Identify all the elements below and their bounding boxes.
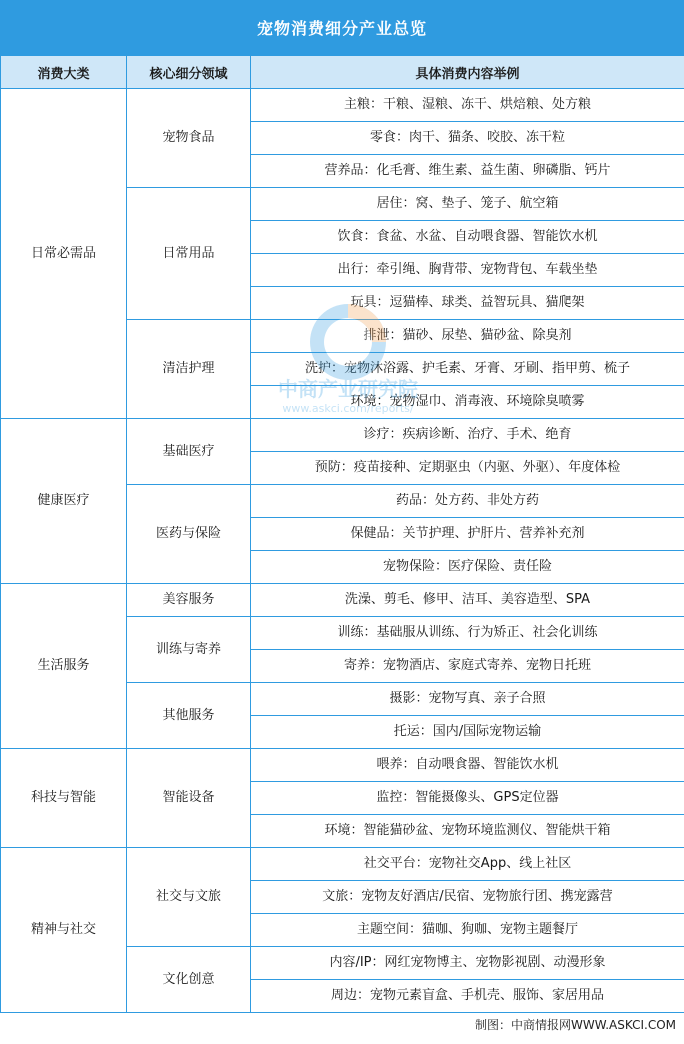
category-cell: 科技与智能: [1, 749, 127, 848]
subfield-cell: 智能设备: [127, 749, 251, 848]
example-cell: 环境：宠物湿巾、消毒液、环境除臭喷雾: [251, 386, 684, 419]
header-examples: 具体消费内容举例: [251, 56, 684, 89]
subfield-cell: 清洁护理: [127, 320, 251, 419]
table-row: [1, 848, 684, 881]
category-cell: 精神与社交: [1, 848, 127, 1013]
example-cell: 摄影：宠物写真、亲子合照: [251, 683, 684, 716]
example-cell: 环境：智能猫砂盆、宠物环境监测仪、智能烘干箱: [251, 815, 684, 848]
industry-overview-table: [0, 55, 684, 1013]
footer-credit: 制图：中商情报网WWW.ASKCI.COM: [475, 1018, 676, 1032]
subfield-cell: 美容服务: [127, 584, 251, 617]
example-cell: 喂养：自动喂食器、智能饮水机: [251, 749, 684, 782]
table-row: [1, 89, 684, 122]
example-cell: 托运：国内/国际宠物运输: [251, 716, 684, 749]
table-body: [1, 89, 684, 1013]
example-cell: 排泄：猫砂、尿垫、猫砂盆、除臭剂: [251, 320, 684, 353]
subfield-cell: 基础医疗: [127, 419, 251, 485]
category-cell: 日常必需品: [1, 89, 127, 419]
example-cell: 社交平台：宠物社交App、线上社区: [251, 848, 684, 881]
example-cell: 保健品：关节护理、护肝片、营养补充剂: [251, 518, 684, 551]
category-cell: 生活服务: [1, 584, 127, 749]
example-cell: 宠物保险：医疗保险、责任险: [251, 551, 684, 584]
watermark-brand: 中商产业研究院: [278, 377, 418, 401]
example-cell: 主题空间：猫咖、狗咖、宠物主题餐厅: [251, 914, 684, 947]
example-cell: 营养品：化毛膏、维生素、益生菌、卵磷脂、钙片: [251, 155, 684, 188]
example-cell: 预防：疫苗接种、定期驱虫（内驱、外驱）、年度体检: [251, 452, 684, 485]
subfield-cell: 其他服务: [127, 683, 251, 749]
category-cell: 健康医疗: [1, 419, 127, 584]
example-cell: 诊疗：疾病诊断、治疗、手术、绝育: [251, 419, 684, 452]
table-row: [1, 749, 684, 782]
example-cell: 药品：处方药、非处方药: [251, 485, 684, 518]
example-cell: 零食：肉干、猫条、咬胶、冻干粒: [251, 122, 684, 155]
table-row: [1, 584, 684, 617]
header-category: 消费大类: [1, 56, 127, 89]
page-title: 宠物消费细分产业总览: [0, 0, 684, 55]
example-cell: 文旅：宠物友好酒店/民宿、宠物旅行团、携宠露营: [251, 881, 684, 914]
subfield-cell: 社交与文旅: [127, 848, 251, 947]
header-subfield: 核心细分领域: [127, 56, 251, 89]
example-cell: 居住：窝、垫子、笼子、航空箱: [251, 188, 684, 221]
subfield-cell: 文化创意: [127, 947, 251, 1013]
example-cell: 饮食：食盆、水盆、自动喂食器、智能饮水机: [251, 221, 684, 254]
example-cell: 主粮：干粮、湿粮、冻干、烘焙粮、处方粮: [251, 89, 684, 122]
subfield-cell: 医药与保险: [127, 485, 251, 584]
table-row: [1, 419, 684, 452]
example-cell: 洗护：宠物沐浴露、护毛素、牙膏、牙刷、指甲剪、梳子: [251, 353, 684, 386]
subfield-cell: 宠物食品: [127, 89, 251, 188]
example-cell: 玩具：逗猫棒、球类、益智玩具、猫爬架: [251, 287, 684, 320]
example-cell: 洗澡、剪毛、修甲、洁耳、美容造型、SPA: [251, 584, 684, 617]
subfield-cell: 训练与寄养: [127, 617, 251, 683]
example-cell: 寄养：宠物酒店、家庭式寄养、宠物日托班: [251, 650, 684, 683]
header-row: [1, 56, 684, 89]
watermark-url: www.askci.com/reports/: [282, 402, 414, 415]
example-cell: 内容/IP：网红宠物博主、宠物影视剧、动漫形象: [251, 947, 684, 980]
example-cell: 训练：基础服从训练、行为矫正、社会化训练: [251, 617, 684, 650]
example-cell: 出行：牵引绳、胸背带、宠物背包、车载坐垫: [251, 254, 684, 287]
example-cell: 周边：宠物元素盲盒、手机壳、服饰、家居用品: [251, 980, 684, 1013]
example-cell: 监控：智能摄像头、GPS定位器: [251, 782, 684, 815]
subfield-cell: 日常用品: [127, 188, 251, 320]
